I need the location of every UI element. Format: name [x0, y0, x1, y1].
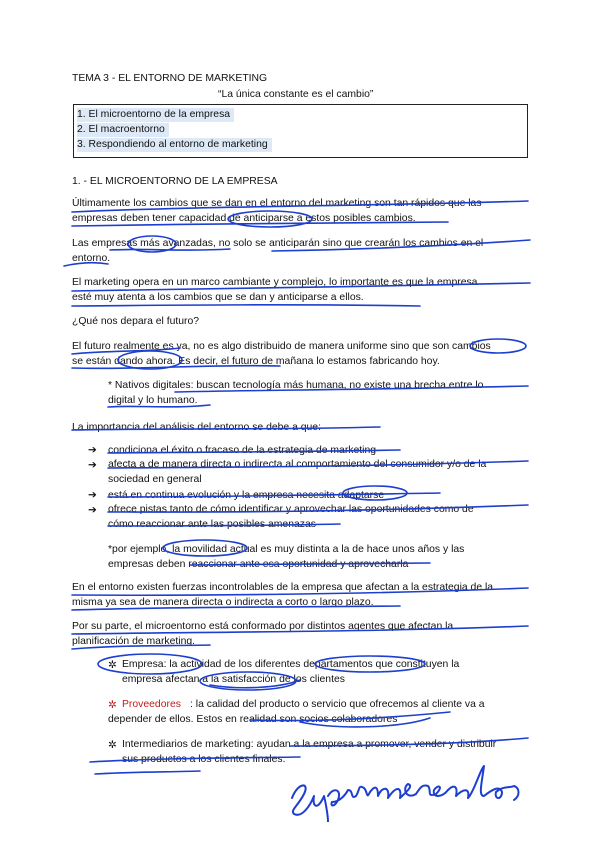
bullet-line: afecta a de manera directa o indirecta al comportamiento del consumidor y/o de la: [108, 459, 487, 470]
paragraph-1: [72, 196, 528, 226]
paragraph-3: [72, 275, 528, 305]
paragraph-line: misma ya sea de manera directa o indirecta a corto o largo plazo.: [72, 597, 374, 608]
paragraph-6: La importancia del análisis del entorno se debe a que:: [72, 422, 321, 433]
agent-proveedores-line-2: depender de ellos. Estos en realidad son socios colaboradores: [108, 714, 398, 725]
paragraph-line: Por su parte, el microentorno está conformado por distintos agentes que afectan la: [72, 621, 454, 632]
agent-line: empresa afectan a la satisfacción de los clientes: [122, 674, 345, 685]
agent-line: Intermediarios de marketing: ayudan a la empresa a promover, vender y distribuir: [122, 739, 497, 750]
agent-empresa: [122, 657, 528, 687]
arrow-icon: ➔: [88, 490, 97, 501]
document-title: TEMA 3 - EL ENTORNO DE MARKETING: [72, 73, 268, 84]
star-icon: ✲: [108, 740, 117, 751]
paragraph-line: En el entorno existen fuerzas incontrolables de la empresa que afectan a la estrategia de la: [72, 582, 494, 593]
paragraph-line: Las empresas más avanzadas, no solo se anticiparán sino que crearán los cambios en el: [72, 238, 484, 249]
paragraph-line: entorno.: [72, 253, 111, 264]
paragraph-line: se están dando ahora. Es decir, el futuro de mañana lo estamos fabricando hoy.: [72, 356, 440, 367]
paragraph-8: [72, 580, 528, 610]
paragraph-4: [72, 339, 528, 369]
bullet-line: sociedad en general: [108, 474, 202, 485]
paragraph-line: empresas deben tener capacidad de anticiparse a estos posibles cambios.: [72, 213, 416, 224]
paragraph-9: [72, 619, 528, 649]
table-of-contents: [73, 104, 528, 158]
bullet-3: está en continua evolución y la empresa necesita adaptarse: [108, 490, 385, 501]
paragraph-line: El futuro realmente es ya, no es algo distribuido de manera uniforme sino que son cambios: [72, 341, 491, 352]
example-note: [108, 542, 528, 572]
paragraph-2: [72, 236, 528, 266]
star-icon: ✲: [108, 700, 117, 711]
bullet-4: [108, 502, 528, 532]
toc-item-3: 3. Respondiendo al entorno de marketing: [77, 138, 272, 152]
agent-name-proveedores: Proveedores: [122, 699, 181, 710]
paragraph-line: Últimamente los cambios que se dan en el entorno del marketing son tan rápidos que las: [72, 198, 482, 209]
agent-proveedores-line-1: : la calidad del producto o servicio que ofrecemos al cliente va a: [190, 699, 485, 710]
paragraph-line: * Nativos digitales: buscan tecnología más humana, no existe una brecha entre lo: [108, 380, 484, 391]
toc-item-2: 2. El macroentorno: [77, 123, 169, 137]
handwritten-supermercados: [288, 752, 528, 822]
bullet-1: condiciona el éxito o fracaso de la estrategia de marketing: [108, 445, 377, 456]
agent-line: sus productos a los clientes finales.: [122, 754, 286, 765]
paragraph-line: empresas deben reaccionar ante esa oportunidad y aprovecharla: [108, 559, 409, 570]
question: ¿Qué nos depara el futuro?: [72, 316, 200, 327]
arrow-icon: ➔: [88, 445, 97, 456]
bullet-2: [108, 457, 528, 487]
paragraph-line: *por ejemplo, la movilidad actual es muy distinta a la de hace unos años y las: [108, 544, 465, 555]
arrow-icon: ➔: [88, 460, 97, 471]
paragraph-line: planificación de marketing.: [72, 636, 196, 647]
arrow-icon: ➔: [88, 505, 97, 516]
star-icon: ✲: [108, 660, 117, 671]
bullet-line: cómo reaccionar ante las posibles amenazas: [108, 519, 316, 530]
note-nativos: [108, 378, 528, 408]
paragraph-line: digital y lo humano.: [108, 395, 198, 406]
quote: “La única constante es el cambio”: [218, 89, 374, 100]
section-title: 1. - EL MICROENTORNO DE LA EMPRESA: [72, 176, 278, 187]
bullet-line: ofrece pistas tanto de cómo identificar y aprovechar las oportunidades como de: [108, 504, 474, 515]
agent-line: Empresa: la actividad de los diferentes departamentos que constituyen la: [122, 659, 460, 670]
paragraph-line: El marketing opera en un marco cambiante y complejo, lo importante es que la empresa: [72, 277, 478, 288]
toc-item-1: 1. El microentorno de la empresa: [77, 108, 234, 122]
paragraph-line: esté muy atenta a los cambios que se dan y anticiparse a ellos.: [72, 292, 364, 303]
